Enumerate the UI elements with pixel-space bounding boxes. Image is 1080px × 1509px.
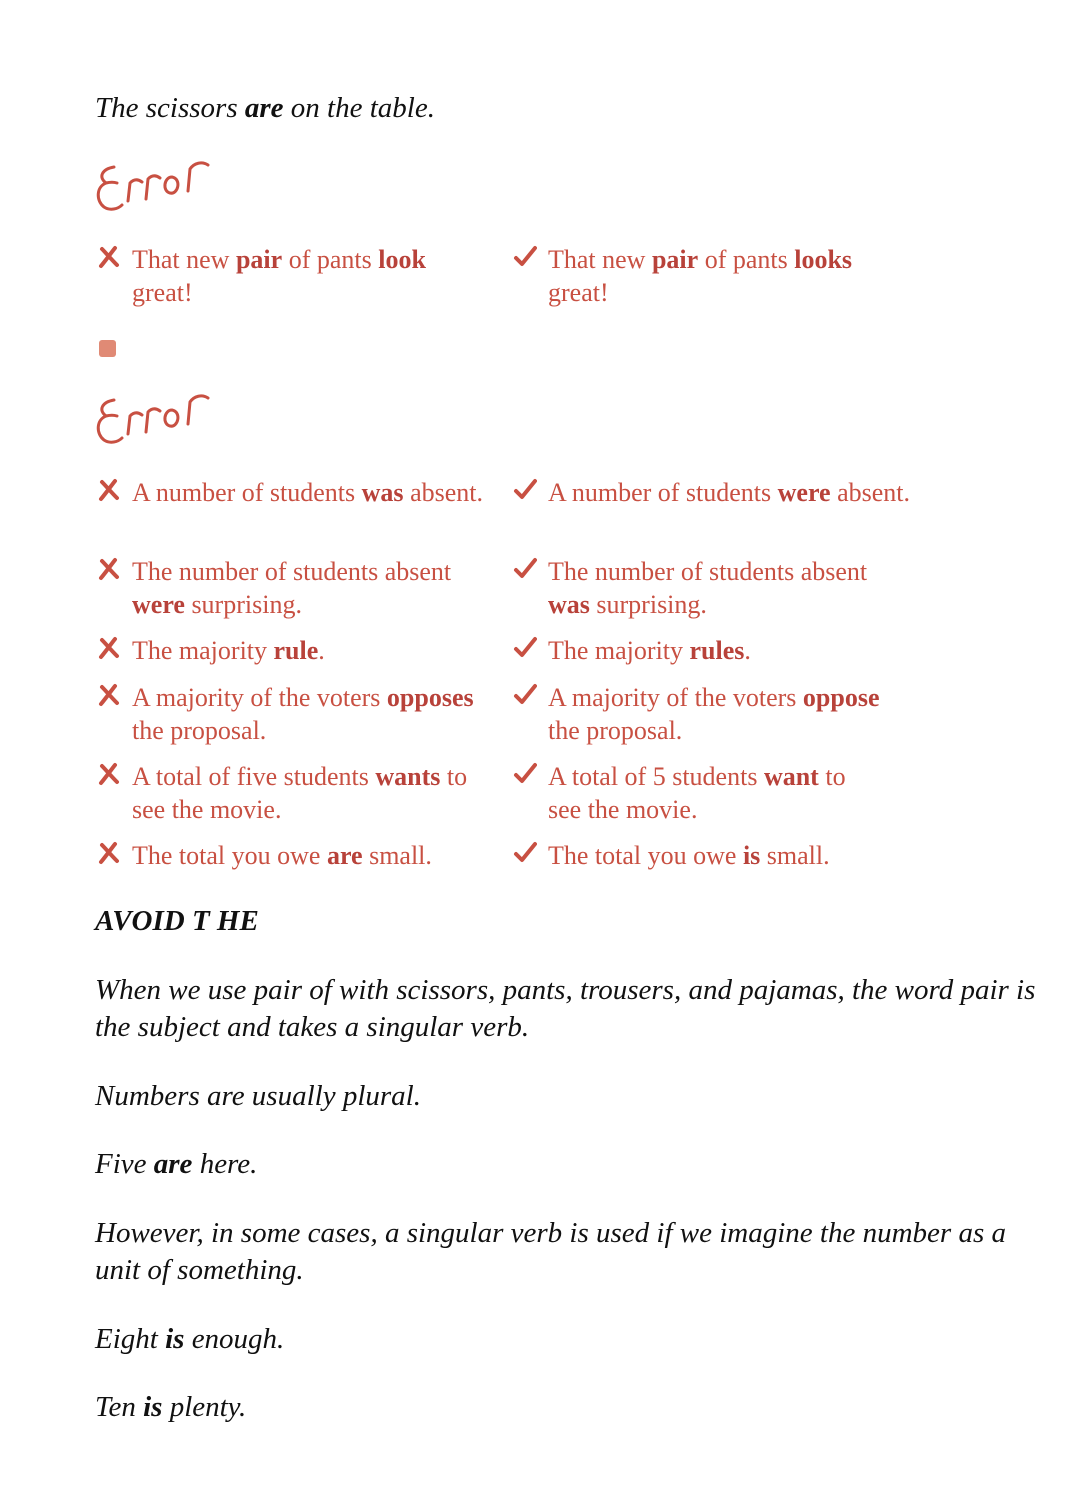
correct-example: A majority of the voters oppose the proposal. bbox=[548, 681, 908, 747]
wrong-example: The total you owe are small. bbox=[132, 839, 502, 872]
check-icon bbox=[513, 555, 537, 583]
intro-pre: The scissors bbox=[95, 92, 245, 124]
check-icon bbox=[513, 760, 537, 788]
wrong-example: A total of five students wants to see the movie. bbox=[132, 760, 492, 826]
cross-icon bbox=[97, 476, 121, 504]
paragraph-numbers-plural: Numbers are usually plural. bbox=[95, 1080, 421, 1112]
correct-example: A total of 5 students want to see the movie. bbox=[548, 760, 878, 826]
correct-example: That new pair of pants looks great! bbox=[548, 243, 908, 309]
wrong-example: That new pair of pants look great! bbox=[132, 243, 492, 309]
check-icon bbox=[513, 839, 537, 867]
example-ten-is-plenty: Ten is plenty. bbox=[95, 1391, 247, 1423]
paragraph-singular-unit: However, in some cases, a singular verb is used if we imagine the number as a unit of something. bbox=[95, 1217, 1006, 1286]
wrong-example: A majority of the voters opposes the proposal. bbox=[132, 681, 492, 747]
correct-example: A number of students were absent. bbox=[548, 476, 928, 509]
cross-icon bbox=[97, 839, 121, 867]
cross-icon bbox=[97, 634, 121, 662]
check-icon bbox=[513, 243, 537, 271]
intro-post: on the table. bbox=[283, 92, 435, 124]
intro-bold: are bbox=[244, 92, 284, 124]
avoid-heading: AVOID T HE bbox=[95, 905, 259, 937]
example-eight-is-enough: Eight is enough. bbox=[95, 1323, 285, 1355]
check-icon bbox=[513, 634, 537, 662]
intro-sentence bbox=[95, 90, 435, 127]
error-handwritten-label-1 bbox=[92, 155, 222, 217]
bullet-square bbox=[99, 340, 116, 357]
paragraph-pair-of: When we use pair of with scissors, pants, trousers, and pajamas, the word pair is the subject and takes a singular verb. bbox=[95, 974, 1036, 1043]
example-five-are-here: Five are here. bbox=[95, 1148, 258, 1180]
wrong-example: The majority rule. bbox=[132, 634, 492, 667]
correct-example: The number of students absent was surprising. bbox=[548, 555, 908, 621]
cross-icon bbox=[97, 681, 121, 709]
error-handwritten-label-2 bbox=[92, 388, 222, 450]
cross-icon bbox=[97, 555, 121, 583]
correct-example: The total you owe is small. bbox=[548, 839, 908, 872]
correct-example: The majority rules. bbox=[548, 634, 908, 667]
check-icon bbox=[513, 681, 537, 709]
wrong-example: The number of students absent were surprising. bbox=[132, 555, 492, 621]
check-icon bbox=[513, 476, 537, 504]
cross-icon bbox=[97, 760, 121, 788]
wrong-example: A number of students was absent. bbox=[132, 476, 492, 509]
cross-icon bbox=[97, 243, 121, 271]
